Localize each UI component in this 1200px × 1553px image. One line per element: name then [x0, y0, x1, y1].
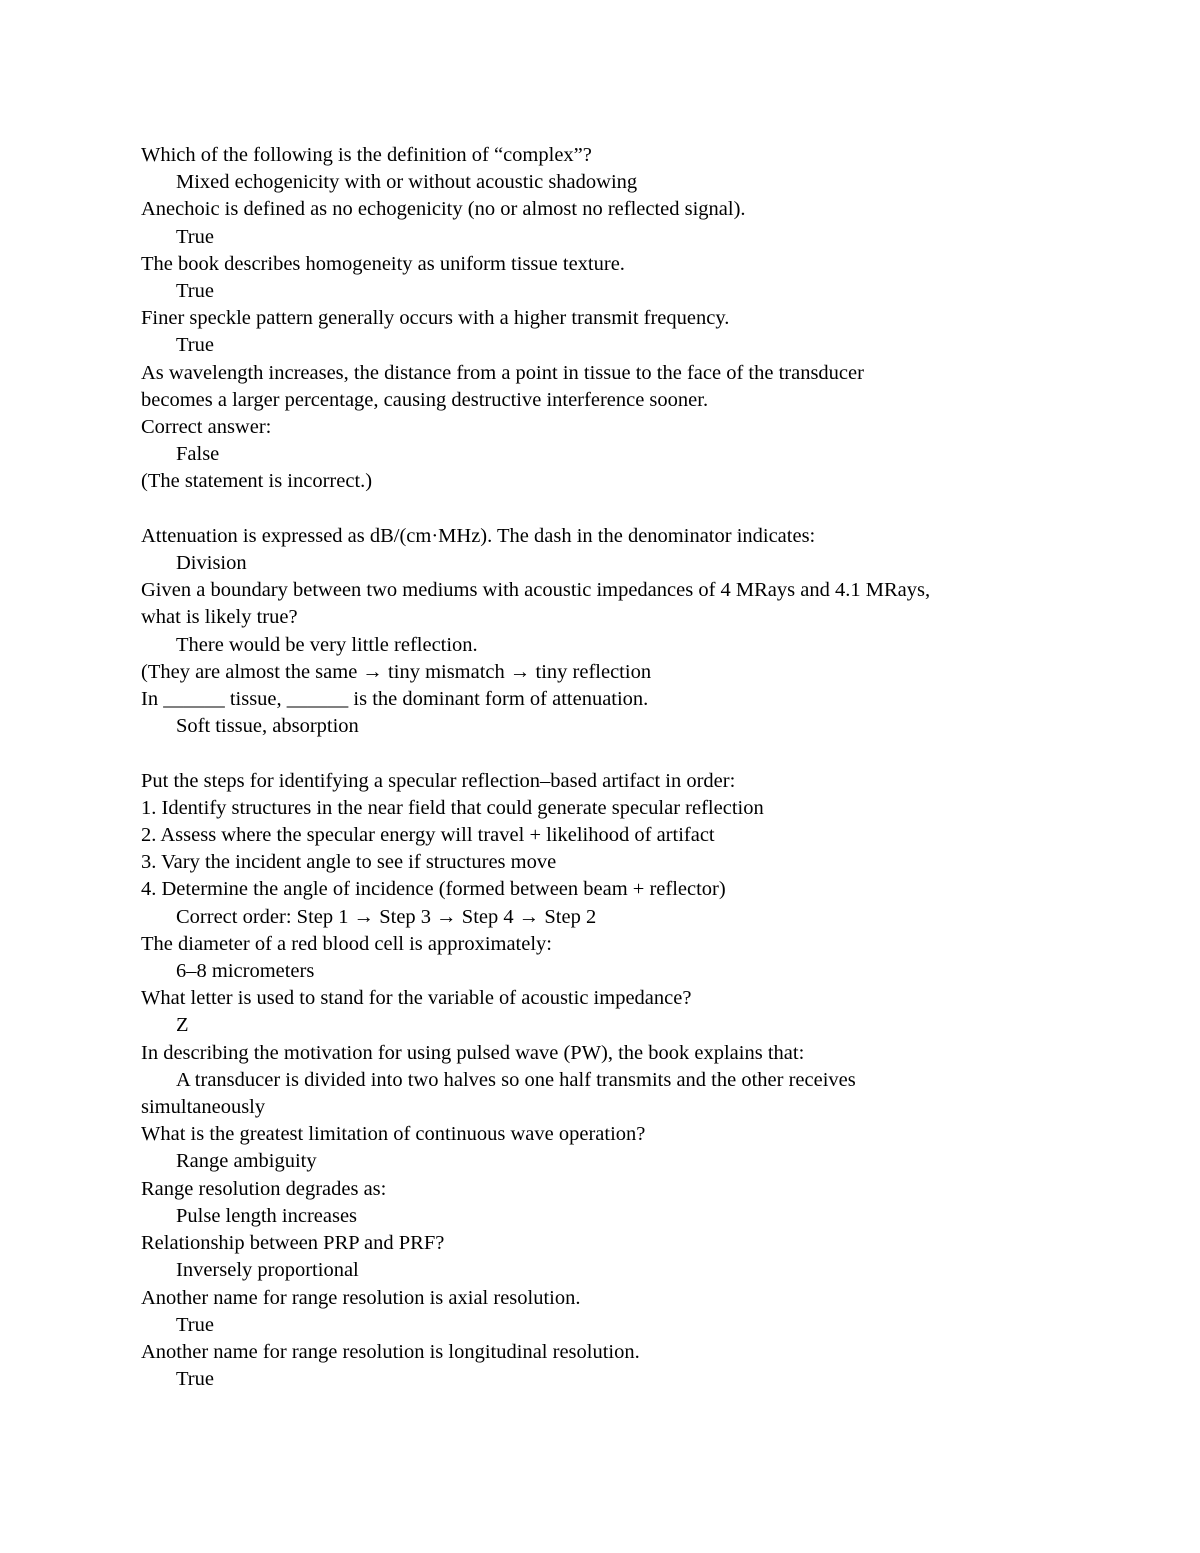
question-line: Another name for range resolution is longitudinal resolution. [141, 1340, 640, 1363]
question-line: The diameter of a red blood cell is approximately: [141, 932, 552, 955]
answer-line: True [176, 334, 214, 357]
question-line: Which of the following is the definition of “complex”? [141, 144, 592, 166]
question-line: The book describes homogeneity as uniform tissue texture. [141, 252, 625, 275]
question-line: Correct answer: [141, 416, 272, 439]
question-line: (They are almost the same → tiny mismatch → tiny reflection [141, 660, 652, 683]
question-line: what is likely true? [141, 606, 298, 629]
answer-line: There would be very little reflection. [176, 633, 478, 656]
answer-line: 6–8 micrometers [176, 960, 315, 983]
question-line: Finer speckle pattern generally occurs with a higher transmit frequency. [141, 307, 730, 330]
question-line: 3. Vary the incident angle to see if structures move [141, 851, 557, 874]
answer-line: True [176, 1368, 214, 1391]
question-line: becomes a larger percentage, causing destructive interference sooner. [141, 388, 709, 411]
answer-line: Soft tissue, absorption [176, 715, 359, 738]
answer-line: True [176, 280, 214, 303]
document-body [141, 142, 1061, 1393]
question-line: 2. Assess where the specular energy will travel + likelihood of artifact [141, 824, 715, 847]
question-line: What is the greatest limitation of continuous wave operation? [141, 1123, 646, 1146]
question-line: What letter is used to stand for the variable of acoustic impedance? [141, 987, 692, 1010]
question-line: (The statement is incorrect.) [141, 470, 373, 493]
answer-line: A transducer is divided into two halves so one half transmits and the other receives [176, 1068, 856, 1091]
question-line: Another name for range resolution is axial resolution. [141, 1286, 581, 1309]
blank-line [141, 740, 1061, 767]
answer-line: Pulse length increases [176, 1204, 358, 1227]
question-line: 4. Determine the angle of incidence (formed between beam + reflector) [141, 878, 726, 901]
answer-line: True [176, 1313, 214, 1336]
question-line: simultaneously [141, 1096, 266, 1119]
question-line: Relationship between PRP and PRF? [141, 1232, 445, 1255]
question-line: As wavelength increases, the distance from a point in tissue to the face of the transducer [141, 361, 864, 384]
question-line: Anechoic is defined as no echogenicity (no or almost no reflected signal). [141, 198, 746, 221]
question-line: Put the steps for identifying a specular reflection–based artifact in order: [141, 769, 736, 792]
answer-line: Z [176, 1014, 189, 1037]
answer-line: Range ambiguity [176, 1150, 317, 1173]
blank-line [141, 496, 1061, 523]
question-line: In ______ tissue, ______ is the dominant form of attenuation. [141, 688, 649, 711]
question-line: 1. Identify structures in the near field that could generate specular reflection [141, 796, 764, 819]
answer-line: Correct order: Step 1 → Step 3 → Step 4 → Step 2 [176, 905, 597, 928]
answer-line: False [176, 443, 220, 466]
answer-line: Inversely proportional [176, 1259, 359, 1282]
answer-line: Division [176, 552, 247, 575]
question-line: Given a boundary between two mediums with acoustic impedances of 4 MRays and 4.1 MRays, [141, 579, 931, 602]
question-line: Range resolution degrades as: [141, 1177, 387, 1200]
question-line: In describing the motivation for using pulsed wave (PW), the book explains that: [141, 1041, 805, 1064]
question-line: Attenuation is expressed as dB/(cm·MHz). The dash in the denominator indicates: [141, 524, 816, 547]
answer-line: True [176, 225, 214, 248]
answer-line: Mixed echogenicity with or without acoustic shadowing [176, 171, 638, 194]
